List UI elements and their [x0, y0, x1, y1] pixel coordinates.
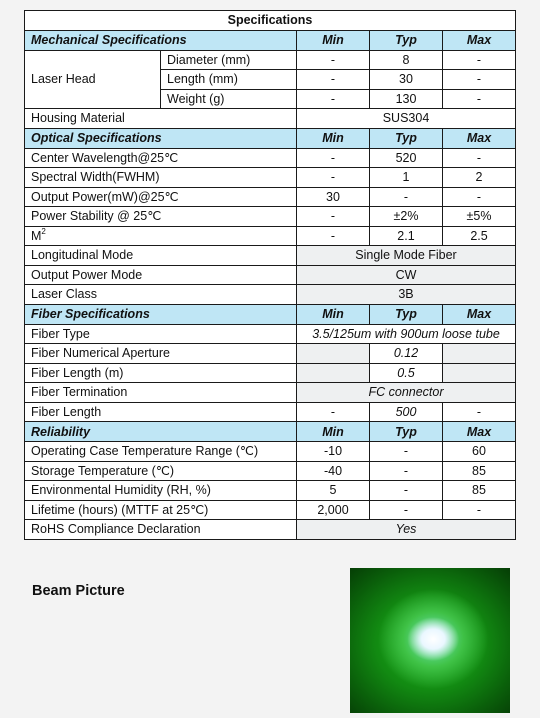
section-header-mechanical	[25, 30, 516, 50]
table-title: Specifications	[25, 11, 516, 31]
cell-max: 60	[443, 442, 516, 462]
row-label: Fiber Type	[25, 324, 297, 344]
table-row	[25, 363, 516, 383]
cell-min: 30	[297, 187, 370, 207]
table-row	[25, 481, 516, 501]
cell-min: -	[297, 70, 370, 90]
cell-max: 2	[443, 168, 516, 188]
cell-value: 3B	[297, 285, 516, 305]
cell-typ: 2.1	[370, 226, 443, 246]
cell-max: 2.5	[443, 226, 516, 246]
cell-typ: 1	[370, 168, 443, 188]
table-row	[25, 500, 516, 520]
cell-min: -	[297, 226, 370, 246]
header-min: Min	[297, 304, 370, 324]
table-row	[25, 246, 516, 266]
table-row	[25, 265, 516, 285]
cell-value: Yes	[297, 520, 516, 540]
row-label: Diameter (mm)	[161, 50, 297, 70]
header-min: Min	[297, 422, 370, 442]
row-label: Storage Temperature (℃)	[25, 461, 297, 481]
cell-min: -10	[297, 442, 370, 462]
cell-typ: 0.5	[370, 363, 443, 383]
section-header-optical	[25, 128, 516, 148]
row-label: RoHS Compliance Declaration	[25, 520, 297, 540]
table-row	[25, 402, 516, 422]
row-label: Fiber Numerical Aperture	[25, 344, 297, 364]
cell-max: 85	[443, 461, 516, 481]
section-header-reliability	[25, 422, 516, 442]
cell-min: -40	[297, 461, 370, 481]
header-typ: Typ	[370, 30, 443, 50]
row-label: Output Power Mode	[25, 265, 297, 285]
cell-max: -	[443, 500, 516, 520]
cell-min: -	[297, 402, 370, 422]
cell-typ: 520	[370, 148, 443, 168]
cell-value: SUS304	[297, 109, 516, 129]
row-label: Weight (g)	[161, 89, 297, 109]
cell-empty	[297, 363, 370, 383]
header-typ: Typ	[370, 422, 443, 442]
header-min: Min	[297, 128, 370, 148]
cell-typ: -	[370, 500, 443, 520]
cell-value: 3.5/125um with 900um loose tube	[297, 324, 516, 344]
cell-value: Single Mode Fiber	[297, 246, 516, 266]
cell-min: -	[297, 207, 370, 227]
table-row	[25, 50, 516, 70]
row-label: Center Wavelength@25℃	[25, 148, 297, 168]
table-row	[25, 187, 516, 207]
row-label: Power Stability @ 25℃	[25, 207, 297, 227]
table-row	[25, 324, 516, 344]
section-title: Fiber Specifications	[25, 304, 297, 324]
row-label-m2	[25, 226, 297, 246]
section-title: Optical Specifications	[25, 128, 297, 148]
row-label: Longitudinal Mode	[25, 246, 297, 266]
cell-min: -	[297, 50, 370, 70]
cell-typ: 0.12	[370, 344, 443, 364]
table-row	[25, 207, 516, 227]
header-max: Max	[443, 422, 516, 442]
cell-max: 85	[443, 481, 516, 501]
row-label: Housing Material	[25, 109, 297, 129]
row-label: Length (mm)	[161, 70, 297, 90]
table-row	[25, 520, 516, 540]
header-typ: Typ	[370, 128, 443, 148]
cell-max: -	[443, 187, 516, 207]
cell-value: FC connector	[297, 383, 516, 403]
table-row	[25, 442, 516, 462]
section-title: Mechanical Specifications	[25, 30, 297, 50]
table-row	[25, 226, 516, 246]
row-label: Operating Case Temperature Range (℃)	[25, 442, 297, 462]
cell-typ: ±2%	[370, 207, 443, 227]
m2-superscript: 2	[41, 226, 46, 236]
row-label: Fiber Termination	[25, 383, 297, 403]
cell-typ: 30	[370, 70, 443, 90]
cell-typ: -	[370, 442, 443, 462]
row-label: Environmental Humidity (RH, %)	[25, 481, 297, 501]
table-row	[25, 344, 516, 364]
header-max: Max	[443, 128, 516, 148]
table-row	[25, 383, 516, 403]
header-max: Max	[443, 30, 516, 50]
header-typ: Typ	[370, 304, 443, 324]
row-label: Spectral Width(FWHM)	[25, 168, 297, 188]
cell-empty	[443, 363, 516, 383]
cell-min: -	[297, 148, 370, 168]
cell-min: -	[297, 89, 370, 109]
header-max: Max	[443, 304, 516, 324]
table-row	[25, 109, 516, 129]
cell-min: 2,000	[297, 500, 370, 520]
cell-max: -	[443, 402, 516, 422]
beam-picture	[350, 568, 510, 713]
cell-max: ±5%	[443, 207, 516, 227]
row-label: Fiber Length	[25, 402, 297, 422]
cell-empty	[443, 344, 516, 364]
m2-base: M	[31, 228, 42, 243]
cell-max: -	[443, 50, 516, 70]
row-label: Laser Class	[25, 285, 297, 305]
cell-value: CW	[297, 265, 516, 285]
specifications-table	[24, 10, 516, 540]
cell-typ: -	[370, 187, 443, 207]
cell-max: -	[443, 89, 516, 109]
cell-empty	[297, 344, 370, 364]
cell-typ: 500	[370, 402, 443, 422]
cell-min: 5	[297, 481, 370, 501]
beam-picture-title: Beam Picture	[32, 583, 125, 599]
row-label: Fiber Length (m)	[25, 363, 297, 383]
cell-max: -	[443, 70, 516, 90]
cell-typ: -	[370, 461, 443, 481]
cell-typ: 130	[370, 89, 443, 109]
table-row	[25, 168, 516, 188]
cell-typ: 8	[370, 50, 443, 70]
cell-typ: -	[370, 481, 443, 501]
row-label: Lifetime (hours) (MTTF at 25℃)	[25, 500, 297, 520]
table-row	[25, 461, 516, 481]
cell-min: -	[297, 168, 370, 188]
section-title: Reliability	[25, 422, 297, 442]
table-row	[25, 285, 516, 305]
header-min: Min	[297, 30, 370, 50]
table-row	[25, 148, 516, 168]
cell-max: -	[443, 148, 516, 168]
section-header-fiber	[25, 304, 516, 324]
row-label: Output Power(mW)@25℃	[25, 187, 297, 207]
laser-head-label: Laser Head	[25, 50, 161, 109]
